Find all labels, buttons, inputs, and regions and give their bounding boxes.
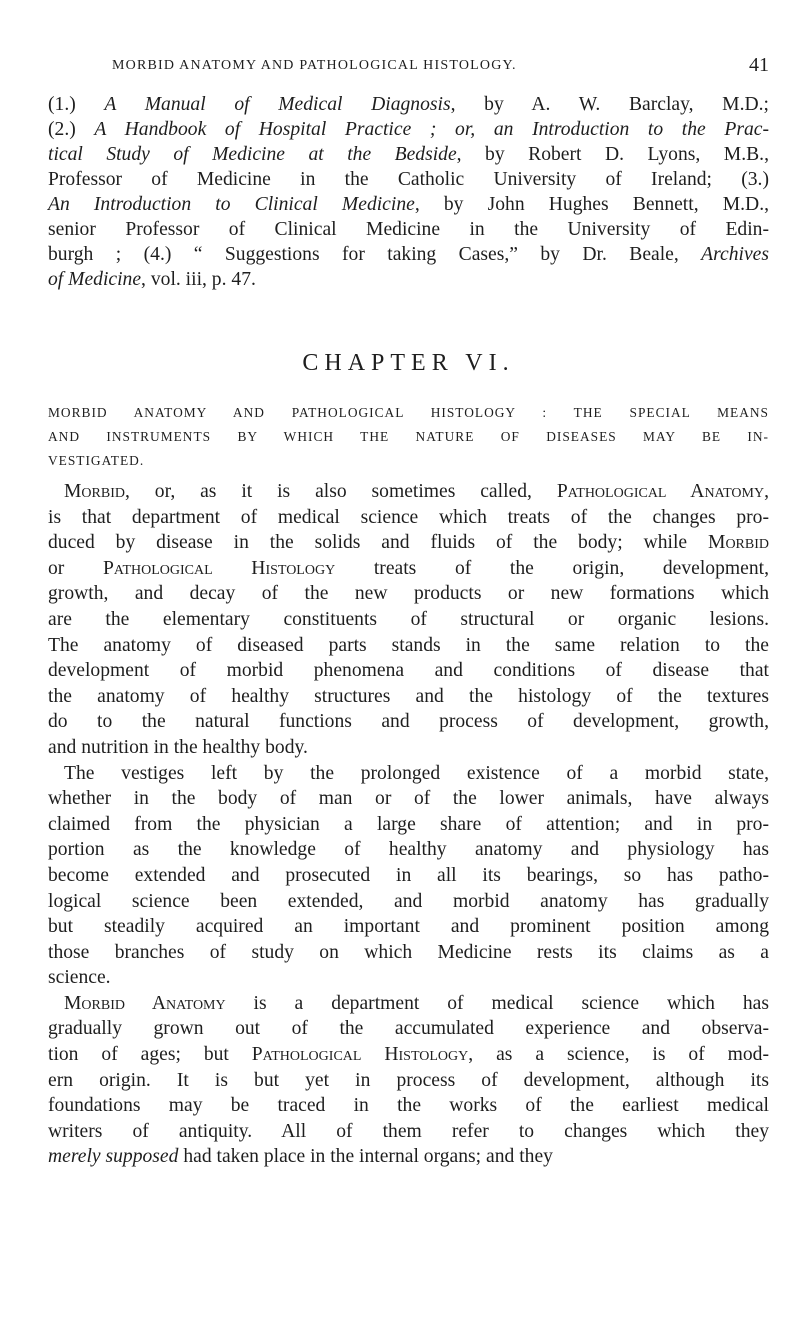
text-line: and nutrition in the healthy body. [48, 736, 308, 758]
small-caps-term: Morbid Anatomy [64, 992, 226, 1014]
page-number: 41 [749, 54, 769, 76]
reference-line: (1.) A Manual of Medical Diagnosis, by A. W. Barclay, M.D.; [48, 94, 769, 115]
small-caps-term: Morbid [64, 481, 125, 502]
reference-line: tical Study of Medicine at the Bedside, by Robert D. Lyons, M.B., [48, 144, 769, 165]
text-line: are the elementary constituents of structural or organic lesions. [48, 608, 769, 630]
reference-line: senior Professor of Clinical Medicine in the University of Edin- [48, 219, 769, 240]
text-line: do to the natural functions and process of development, growth, [48, 711, 769, 733]
running-title: MORBID ANATOMY AND PATHOLOGICAL HISTOLOGY. [112, 58, 517, 73]
text-line: is that department of medical science which treats of the changes pro- [48, 506, 769, 528]
text-line: claimed from the physician a large share of attention; and in pro- [48, 813, 769, 835]
text-line: portion as the knowledge of healthy anatomy and physiology has [48, 839, 769, 861]
text-line: the anatomy of healthy structures and the histology of the textures [48, 685, 769, 707]
text-line: merely supposed had taken place in the internal organs; and they [48, 1146, 553, 1168]
text-line: ern origin. It is but yet in process of development, although its [48, 1069, 769, 1091]
small-caps-term: Pathological Histology [251, 1044, 469, 1066]
text-line: Morbid, or, as it is also sometimes called, Pathological Anatomy, [64, 481, 769, 502]
text-line: logical science been extended, and morbid anatomy has gradually [48, 890, 769, 912]
chapter-subtitle-line: MORBID ANATOMY AND PATHOLOGICAL HISTOLOGY : THE SPECIAL MEANS [48, 405, 769, 420]
text-line: or Pathological Histology treats of the origin, development, [48, 557, 769, 579]
text-line: Morbid Anatomy is a department of medical science which has [64, 992, 769, 1014]
italic-title: merely supposed [48, 1146, 179, 1168]
reference-line: of Medicine, vol. iii, p. 47. [48, 269, 256, 290]
small-caps-term: Pathological Anatomy [556, 481, 765, 502]
text-line: growth, and decay of the new products or new formations which [48, 583, 769, 605]
reference-line: burgh ; (4.) “ Suggestions for taking Cases,” by Dr. Beale, Archives [48, 244, 769, 265]
chapter-subtitle [48, 401, 769, 473]
small-caps-term: Morbid [708, 532, 769, 554]
text-line: foundations may be traced in the works of the earliest medical [48, 1095, 769, 1117]
reference-line: (2.) A Handbook of Hospital Practice ; or, an Introduction to the Prac- [48, 119, 769, 140]
book-page [48, 0, 769, 1170]
text-line: science. [48, 967, 111, 989]
text-line: writers of antiquity. All of them refer to changes which they [48, 1120, 769, 1142]
italic-title: A Handbook of Hospital Practice ; or, an Introduction to the Prac- [94, 119, 769, 140]
running-header [48, 0, 769, 78]
reference-line: Professor of Medicine in the Catholic University of Ireland; (3.) [48, 169, 769, 190]
text-line: become extended and prosecuted in all its bearings, so has patho- [48, 864, 769, 886]
italic-title: tical Study of Medicine at the Bedside [48, 144, 457, 165]
italic-title: Archives [701, 244, 769, 265]
chapter-body [48, 479, 769, 1170]
text-line: but steadily acquired an important and prominent position among [48, 916, 769, 938]
text-line: tion of ages; but Pathological Histology, as a science, is of mod- [48, 1044, 770, 1066]
chapter-subtitle-line: VESTIGATED. [48, 453, 145, 468]
references-paragraph [48, 92, 769, 292]
italic-title: A Manual of Medical Diagnosis [104, 94, 451, 115]
small-caps-term: Pathological Histology [102, 557, 336, 579]
text-line: The anatomy of diseased parts stands in the same relation to the [48, 634, 769, 656]
text-line: development of morbid phenomena and conditions of disease that [48, 660, 769, 682]
text-line: gradually grown out of the accumulated experience and observa- [48, 1018, 769, 1040]
text-line: duced by disease in the solids and fluids of the body; while Morbid [48, 532, 769, 554]
text-line: whether in the body of man or of the lower animals, have always [48, 788, 769, 810]
chapter-subtitle-line: AND INSTRUMENTS BY WHICH THE NATURE OF DISEASES MAY BE IN- [48, 429, 769, 444]
text-line: those branches of study on which Medicine rests its claims as a [48, 941, 769, 963]
italic-title: of Medicine [48, 269, 142, 290]
italic-title: An Introduction to Clinical Medicine [48, 194, 415, 215]
reference-line: An Introduction to Clinical Medicine, by John Hughes Bennett, M.D., [48, 194, 769, 215]
chapter-title: CHAPTER VI. [302, 350, 515, 376]
text-line: The vestiges left by the prolonged existence of a morbid state, [64, 762, 769, 784]
